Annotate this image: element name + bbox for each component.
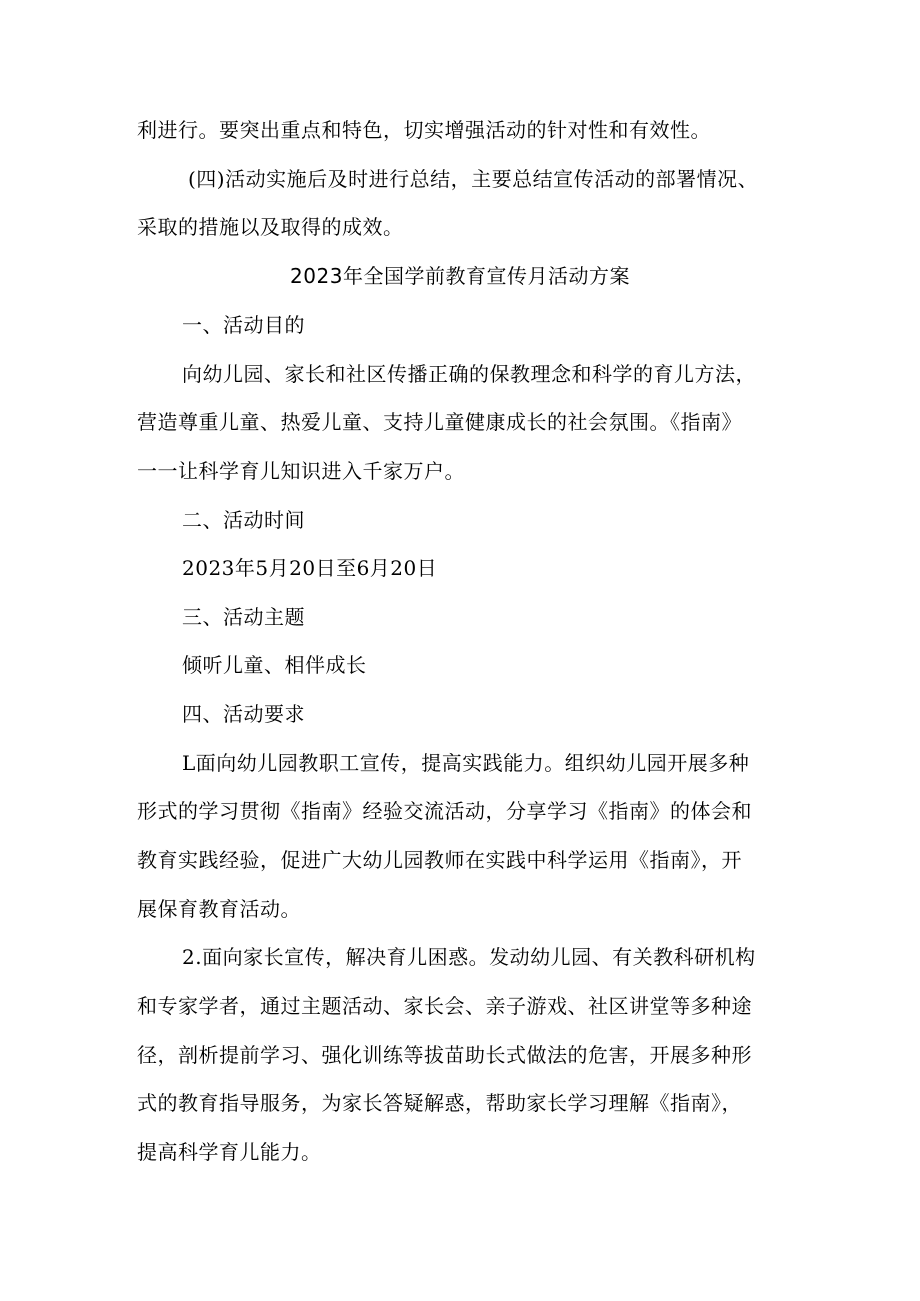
- requirement2-line: 提高科学育儿能力。: [137, 1140, 322, 1164]
- requirement1-line: 形式的学习贯彻《指南》经验交流活动，分享学习《指南》的体会和: [137, 799, 752, 823]
- intro-line: 利进行。要突出重点和特色，切实增强活动的针对性和有效性。: [137, 118, 711, 142]
- requirement2-line: 和专家学者，通过主题活动、家长会、亲子游戏、社区讲堂等多种途: [137, 994, 752, 1018]
- section1-heading: 一、活动目的: [182, 313, 305, 337]
- item4-line: 采取的措施以及取得的成效。: [137, 215, 404, 239]
- section1-paragraph-line: 一一让科学育儿知识进入千家万户。: [137, 459, 465, 483]
- requirement2-line: 2.面向家长宣传，解决育儿困惑。发动幼儿园、有关教科研机构: [182, 945, 756, 969]
- section4-heading: 四、活动要求: [182, 702, 305, 726]
- requirement2-line: 径，剖析提前学习、强化训练等拔苗助长式做法的危害，开展多种形: [137, 1043, 752, 1067]
- requirement1-line: 教育实践经验，促进广大幼儿园教师在实践中科学运用《指南》，开: [137, 848, 742, 872]
- section1-paragraph-line: 营造尊重儿童、热爱儿童、支持儿童健康成长的社会氛围。《指南》: [137, 410, 742, 434]
- requirement1-line: 展保育教育活动。: [137, 897, 301, 921]
- activity-date: 2023年5月20日至6月20日: [182, 556, 438, 580]
- section2-heading: 二、活动时间: [182, 508, 305, 532]
- document-title: 2023年全国学前教育宣传月活动方案: [290, 264, 630, 288]
- section3-heading: 三、活动主题: [182, 605, 305, 629]
- requirement2-line: 式的教育指导服务，为家长答疑解惑，帮助家长学习理解《指南》，: [137, 1091, 742, 1115]
- item4-line: (四)活动实施后及时进行总结，主要总结宣传活动的部署情况、: [188, 167, 759, 191]
- section1-paragraph-line: 向幼儿园、家长和社区传播正确的保教理念和科学的育儿方法，: [182, 362, 756, 386]
- activity-theme: 倾听儿童、相伴成长: [182, 653, 367, 677]
- requirement1-line: L面向幼儿园教职工宣传，提高实践能力。组织幼儿园开展多种: [182, 751, 750, 775]
